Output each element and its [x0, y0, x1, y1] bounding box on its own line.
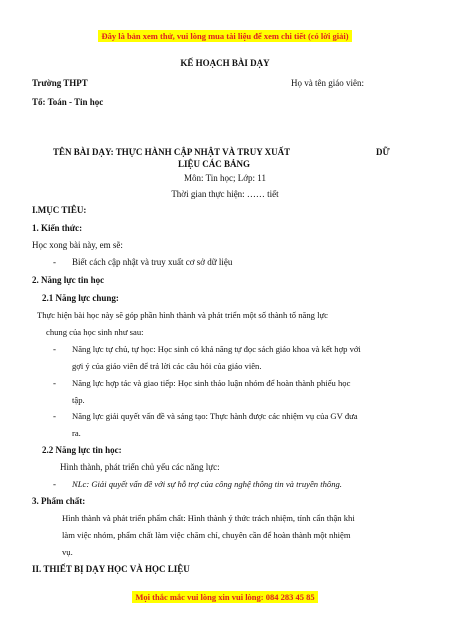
- lesson-title-line1: TÊN BÀI DẠY: THỰC HÀNH CẬP NHẬT VÀ TRUY XUẤT: [53, 147, 291, 157]
- lesson-title-line2: LIỆU CÁC BẢNG: [178, 159, 251, 169]
- bullet-marker: -: [53, 378, 56, 388]
- general-intro-line2: chung của học sinh như sau:: [46, 327, 144, 337]
- bullet-marker: -: [53, 344, 56, 354]
- objectives-heading: I.MỤC TIÊU:: [32, 205, 87, 215]
- plan-title: KẾ HOẠCH BÀI DẠY: [180, 58, 270, 68]
- knowledge-item: Biết cách cập nhật và truy xuất cơ sở dữ liệu: [72, 257, 233, 267]
- qualities-line: làm việc nhóm, phẩm chất làm việc chăm chỉ, chuyên cần để hoàn thành một nhiệm: [62, 530, 351, 540]
- top-banner: Đây là bản xem thử, vui lòng mua tài liệu để xem chi tiết (có lời giải): [98, 30, 351, 42]
- general-intro-line1: Thực hiện bài học này sẽ góp phần hình thành và phát triển một số thành tố năng lực: [37, 310, 328, 320]
- specific-intro: Hình thành, phát triển chủ yếu các năng lực:: [60, 462, 220, 472]
- list-item-line: tập.: [72, 395, 85, 405]
- qualities-heading: 3. Phẩm chất:: [32, 496, 86, 506]
- bottom-banner: Mọi thắc mắc vui lòng xin vui lòng: 084 283 45 85: [132, 591, 317, 603]
- list-item-line: Năng lực tự chủ, tự học: Học sinh có khả năng tự đọc sách giáo khoa và kết hợp với: [72, 344, 361, 354]
- bottom-banner-wrap: [0, 587, 450, 605]
- qualities-line: Hình thành và phát triển phẩm chất: Hình thành ý thức trách nhiệm, tính cẩn thận khi: [62, 513, 355, 523]
- list-item-line: Năng lực giải quyết vấn đề và sáng tạo: Thực hành được các nhiệm vụ của GV đưa: [72, 411, 358, 421]
- qualities-line: vụ.: [62, 547, 73, 557]
- bullet-marker: -: [53, 257, 56, 267]
- school-label: Trường THPT: [32, 78, 88, 88]
- bullet-marker: -: [53, 479, 56, 489]
- knowledge-heading: 1. Kiến thức:: [32, 223, 83, 233]
- specific-competency-heading: 2.2 Năng lực tin học:: [42, 445, 122, 455]
- top-banner-wrap: [0, 26, 450, 44]
- lesson-title-du: DỮ: [376, 147, 390, 157]
- list-item-line: gợi ý của giáo viên để trả lời các câu hỏi của giáo viên.: [72, 361, 262, 371]
- list-item-line: ra.: [72, 428, 81, 438]
- equipment-heading: II. THIẾT BỊ DẠY HỌC VÀ HỌC LIỆU: [32, 564, 190, 574]
- it-competency-heading: 2. Năng lực tin học: [32, 275, 105, 285]
- bullet-marker: -: [53, 411, 56, 421]
- general-competency-heading: 2.1 Năng lực chung:: [42, 293, 119, 303]
- knowledge-intro: Học xong bài này, em sẽ:: [32, 240, 123, 250]
- department-label: Tổ: Toán - Tin học: [32, 97, 104, 107]
- specific-item: NLc: Giải quyết vấn đề với sự hỗ trợ của công nghệ thông tin và truyền thông.: [72, 479, 342, 489]
- duration: Thời gian thực hiện: …… tiết: [171, 189, 279, 199]
- list-item-line: Năng lực hợp tác và giao tiếp: Học sinh thảo luận nhóm để hoàn thành phiếu học: [72, 378, 351, 388]
- subject-grade: Môn: Tin học; Lớp: 11: [184, 173, 266, 183]
- teacher-label: Họ và tên giáo viên:: [291, 78, 364, 88]
